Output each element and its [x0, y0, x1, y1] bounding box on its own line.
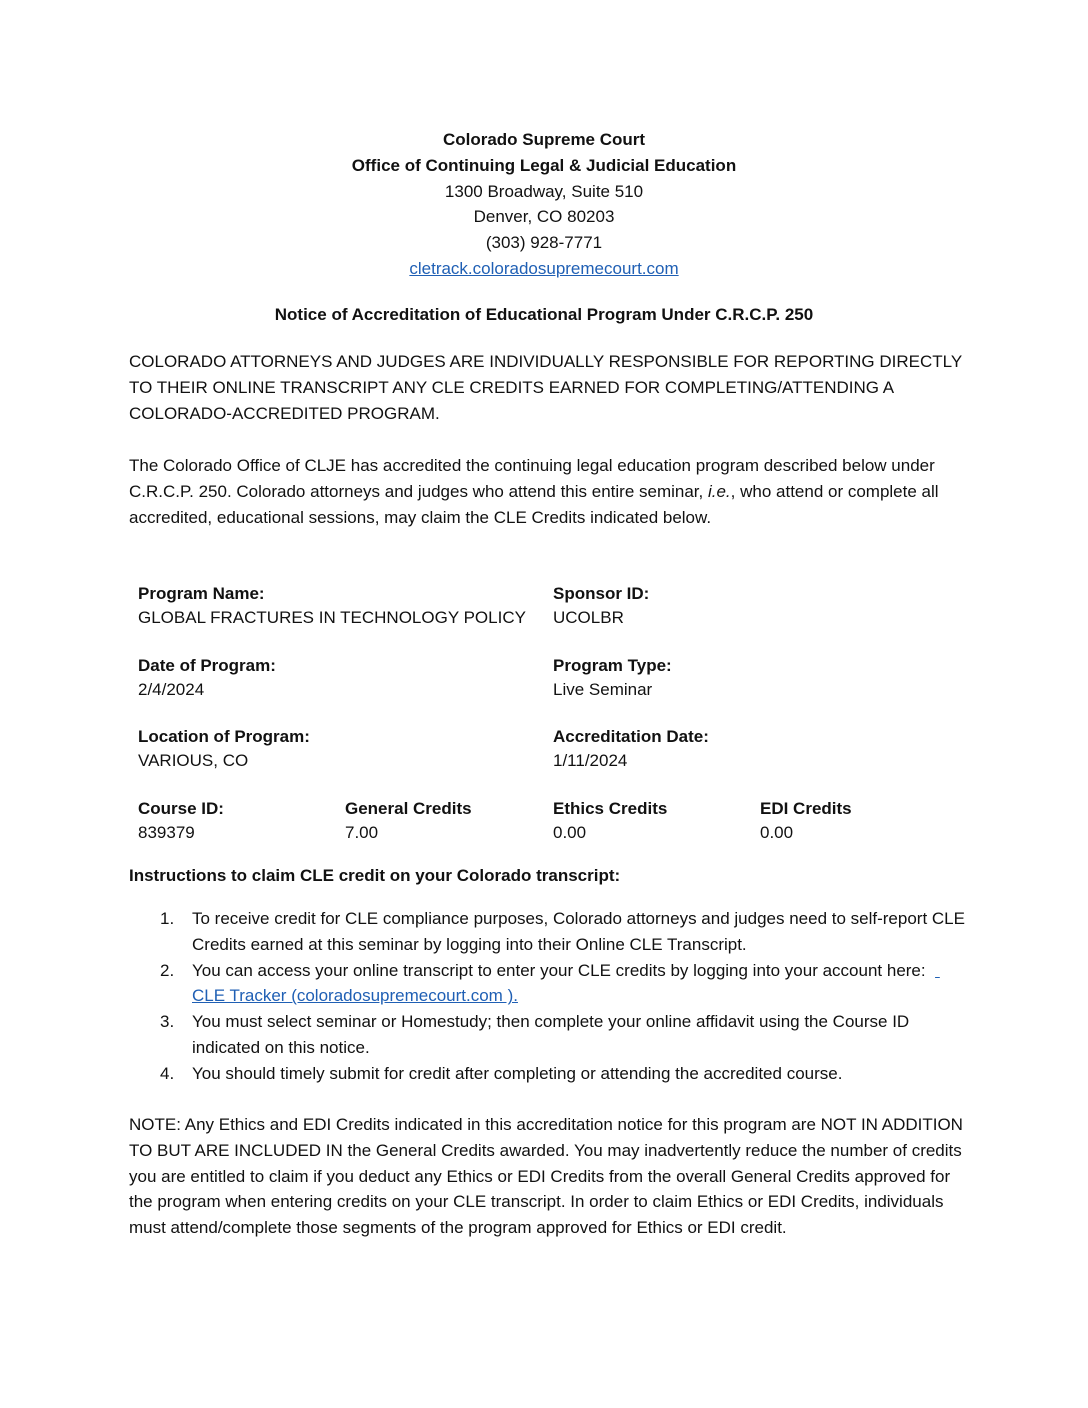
- responsibility-paragraph: COLORADO ATTORNEYS AND JUDGES ARE INDIVIDUALLY RESPONSIBLE FOR REPORTING DIRECTLY TO THEIR ONLINE TRANSCRIPT ANY CLE CREDITS EARNED FOR COMPLETING/ATTENDING A COLORADO-ACCREDITED PROGRAM.: [129, 352, 962, 423]
- step-text: You can access your online transcript to enter your CLE credits by logging into your account here:: [192, 960, 936, 980]
- step-number: 1.: [160, 909, 175, 928]
- address-line-1: 1300 Broadway, Suite 510: [444, 181, 644, 201]
- accreditation-date-field: [553, 725, 709, 773]
- general-credits-field: [345, 797, 472, 845]
- edi-credits-field: [760, 797, 852, 845]
- edi-credits-value: 0.00: [760, 823, 794, 842]
- step-number: 2.: [160, 960, 175, 980]
- instruction-step: [129, 958, 969, 1010]
- program-name-value: GLOBAL FRACTURES IN TECHNOLOGY POLICY: [138, 608, 526, 627]
- ethics-credits-value: 0.00: [553, 823, 587, 842]
- instructions-title: Instructions to claim CLE credit on your Colorado transcript:: [129, 866, 621, 885]
- course-id-field: [138, 797, 224, 845]
- step-text: You must select seminar or Homestudy; then complete your online affidavit using the Course ID indicated on this notice.: [192, 1012, 910, 1057]
- location-label: Location of Program:: [138, 727, 310, 746]
- program-name-field: [138, 582, 526, 630]
- court-name: Colorado Supreme Court: [442, 130, 646, 149]
- general-credits-label: General Credits: [345, 799, 472, 818]
- date-of-program-value: 2/4/2024: [138, 680, 205, 699]
- step-number: 4.: [160, 1063, 175, 1083]
- location-field: [138, 725, 310, 773]
- course-id-label: Course ID:: [138, 799, 224, 818]
- phone-number: (303) 928-7771: [485, 233, 603, 253]
- accreditation-date-label: Accreditation Date:: [553, 727, 709, 746]
- ethics-credits-field: [553, 797, 667, 845]
- instruction-step: [129, 1009, 969, 1061]
- accreditation-date-value: 1/11/2024: [553, 751, 628, 770]
- intro-text-2: , who attend or complete all accredited, educational sessions, may claim the CLE Credits indicated below.: [129, 481, 939, 527]
- general-credits-value: 7.00: [345, 823, 379, 842]
- intro-paragraph: [129, 453, 969, 530]
- edi-credits-label: EDI Credits: [760, 799, 852, 818]
- program-type-label: Program Type:: [553, 656, 672, 675]
- program-type-field: [553, 654, 672, 702]
- office-name: Office of Continuing Legal & Judicial Education: [351, 155, 737, 175]
- course-id-value: 839379: [138, 823, 195, 842]
- website-link[interactable]: cletrack.coloradosupremecourt.com: [409, 258, 679, 278]
- notice-title: Notice of Accreditation of Educational Program Under C.R.C.P. 250: [274, 305, 814, 324]
- intro-text-1: The Colorado Office of CLJE has accredited the continuing legal education program described below under C.R.C.P. 250. Colorado attorneys and judges who attend this entire seminar,: [129, 456, 935, 501]
- date-of-program-label: Date of Program:: [138, 656, 276, 675]
- step-text: To receive credit for CLE compliance purposes, Colorado attorneys and judges need to self-report CLE Credits earned at this seminar by logging into their Online CLE Transcript.: [192, 909, 965, 954]
- ethics-credits-label: Ethics Credits: [553, 799, 668, 818]
- letterhead: [0, 127, 1088, 282]
- sponsor-id-label: Sponsor ID:: [553, 584, 650, 603]
- program-type-value: Live Seminar: [553, 680, 653, 699]
- instructions-list: [129, 906, 969, 1087]
- instruction-step: [129, 906, 969, 958]
- date-of-program-field: [138, 654, 276, 702]
- intro-italic: i.e.: [707, 481, 731, 501]
- note-paragraph: NOTE: Any Ethics and EDI Credits indicated in this accreditation notice for this program are NOT IN ADDITION TO BUT ARE INCLUDED IN the General Credits awarded. You may inadvertently reduce the number of credits you are entitled to claim if you deduct any Ethics or EDI Credits from the overall General Credits approved for the program when entering credits on your CLE transcript. In order to claim Ethics or EDI Credits, individuals must attend/complete those segments of the program approved for Ethics or EDI credit.: [129, 1115, 963, 1238]
- program-name-label: Program Name:: [138, 584, 265, 603]
- cle-tracker-link[interactable]: CLE Tracker (coloradosupremecourt.com ).: [192, 960, 940, 1006]
- sponsor-id-value: UCOLBR: [553, 608, 624, 627]
- step-number: 3.: [160, 1012, 175, 1032]
- step-text: You should timely submit for credit after completing or attending the accredited course.: [192, 1063, 843, 1083]
- sponsor-id-field: [553, 582, 649, 630]
- address-line-2: Denver, CO 80203: [473, 207, 615, 227]
- location-value: VARIOUS, CO: [138, 751, 249, 770]
- instruction-step: [129, 1061, 969, 1087]
